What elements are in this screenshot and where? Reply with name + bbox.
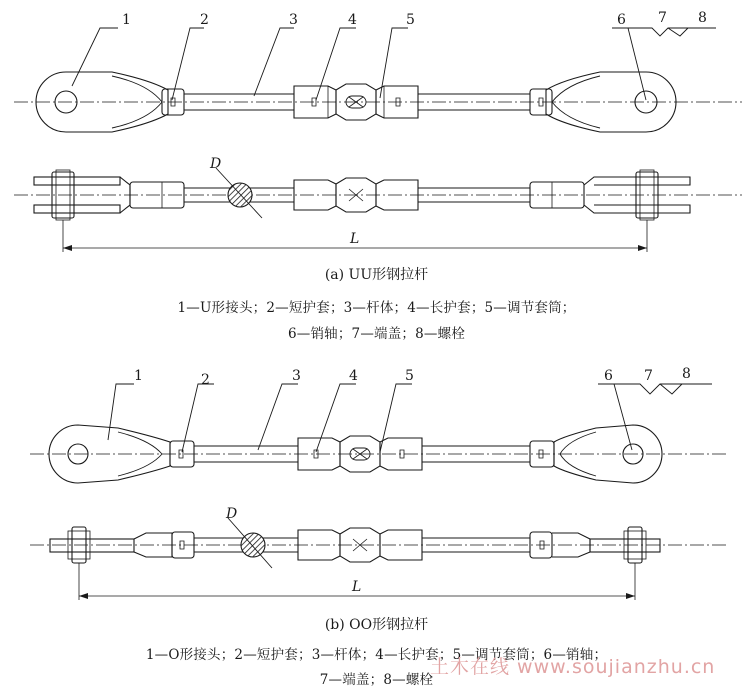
uu-figure-title: (a) UU形钢拉杆 (324, 267, 429, 283)
site-watermark: 土木在线 www.soujianzhu.cn (430, 656, 716, 678)
uu-rod-top-view (14, 72, 742, 132)
uu-callout-7: 7 (658, 10, 667, 26)
oo-callout-2: 2 (201, 372, 210, 388)
oo-callout-8: 8 (682, 366, 691, 382)
uu-callout-6: 6 (617, 12, 626, 28)
uu-legend-line-1: 1—U形接头；2—短护套；3—杆体；4—长护套；5—调节套筒； (177, 300, 576, 316)
oo-callout-5: 5 (405, 368, 414, 384)
oo-callout-leaders (108, 384, 712, 452)
uu-callout-1: 1 (122, 12, 131, 28)
oo-rod-top-view (30, 425, 726, 483)
oo-legend-line-1: 1—O形接头；2—短护套；3—杆体；4—长护套；5—调节套筒；6—销轴； (145, 647, 608, 663)
uu-callout-3: 3 (289, 12, 298, 28)
uu-legend-line-2: 6—销轴；7—端盖；8—螺栓 (287, 326, 466, 342)
uu-callout-8: 8 (698, 10, 707, 26)
uu-length-label: L (350, 231, 360, 247)
uu-rod-side-view (14, 168, 742, 252)
uu-callout-5: 5 (406, 12, 415, 28)
oo-length-label: L (352, 579, 362, 595)
oo-legend-line-2: 7—端盖；8—螺栓 (319, 672, 434, 688)
oo-callout-3: 3 (292, 368, 301, 384)
oo-callout-4: 4 (349, 368, 358, 384)
oo-callout-6: 6 (604, 368, 613, 384)
uu-callout-4: 4 (348, 12, 357, 28)
oo-callout-7: 7 (644, 368, 653, 384)
uu-callout-2: 2 (200, 12, 209, 28)
uu-diameter-label: D (210, 156, 222, 172)
oo-figure-title: (b) OO形钢拉杆 (324, 617, 429, 633)
oo-rod-side-view (30, 518, 726, 600)
oo-diameter-label: D (226, 506, 238, 522)
oo-callout-1: 1 (134, 368, 143, 384)
